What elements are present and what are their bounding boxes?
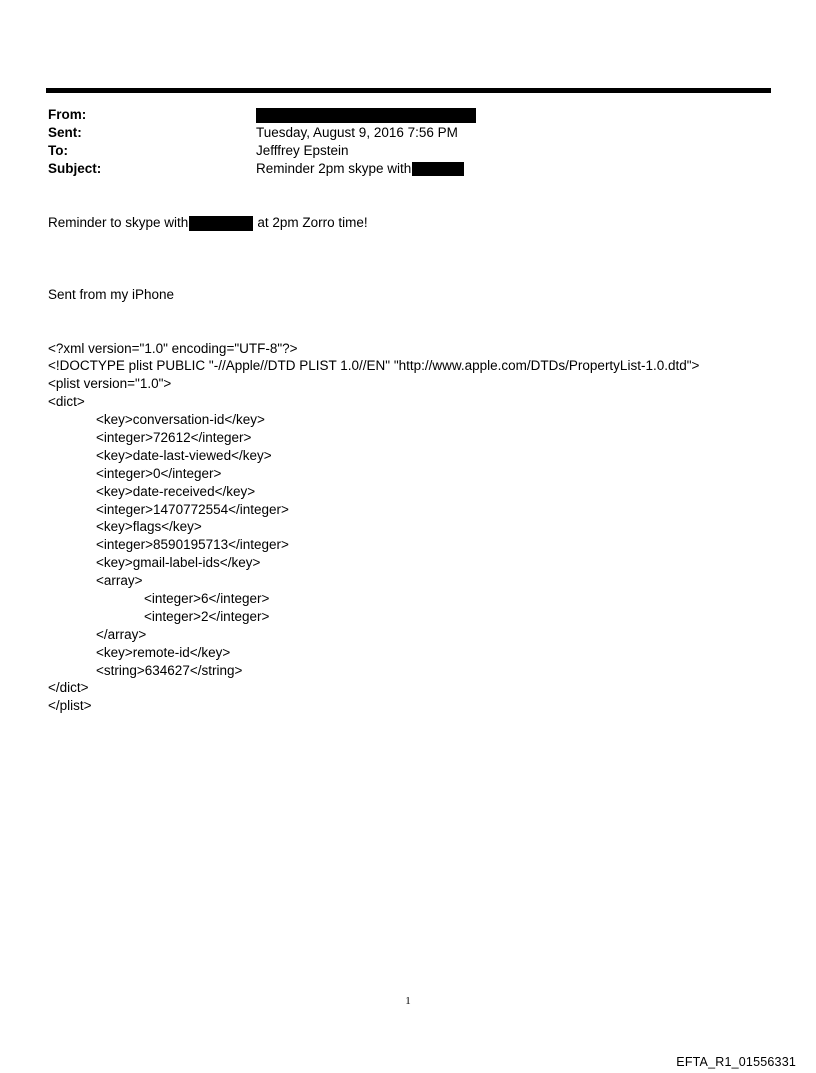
plist-line: <integer>8590195713</integer> <box>96 537 289 553</box>
plist-line: <array> <box>96 573 143 589</box>
header-divider <box>46 88 771 93</box>
plist-line: <integer>72612</integer> <box>96 429 252 445</box>
sent-value: Tuesday, August 9, 2016 7:56 PM <box>256 125 458 140</box>
plist-line: <key>gmail-label-ids</key> <box>96 555 261 571</box>
plist-line: <key>date-last-viewed</key> <box>96 447 272 463</box>
plist-line: <string>634627</string> <box>96 662 243 678</box>
plist-line: </dict> <box>48 680 89 696</box>
subject-label: Subject: <box>48 161 102 176</box>
plist-line: <dict> <box>48 394 85 410</box>
page-number: 1 <box>405 995 411 1007</box>
sent-from-signature: Sent from my iPhone <box>48 286 175 302</box>
plist-line: <integer>2</integer> <box>144 608 270 624</box>
sent-label: Sent: <box>48 125 82 140</box>
plist-line: <integer>1470772554</integer> <box>96 501 289 517</box>
subject-value-container <box>256 160 464 178</box>
plist-line: <key>date-received</key> <box>96 483 256 499</box>
plist-line: <integer>6</integer> <box>144 590 270 606</box>
reminder-prefix: Reminder to skype with <box>48 215 189 230</box>
reminder-line <box>48 214 368 232</box>
plist-line: </array> <box>96 626 147 642</box>
redaction-block <box>189 216 253 231</box>
reminder-suffix: at 2pm Zorro time! <box>257 215 368 230</box>
plist-line: <integer>0</integer> <box>96 465 222 481</box>
message-body <box>48 250 699 715</box>
from-value <box>256 106 476 124</box>
subject-value: Reminder 2pm skype with <box>256 161 412 176</box>
to-label: To: <box>48 143 68 158</box>
redaction-block <box>412 162 464 176</box>
plist-line: <?xml version="1.0" encoding="UTF-8"?> <box>48 340 298 356</box>
document-id: EFTA_R1_01556331 <box>676 1055 796 1069</box>
plist-line: <key>remote-id</key> <box>96 644 231 660</box>
from-label: From: <box>48 107 87 122</box>
redaction-block <box>256 108 476 123</box>
to-value: Jefffrey Epstein <box>256 143 349 158</box>
plist-line: <plist version="1.0"> <box>48 376 172 392</box>
plist-line: <key>flags</key> <box>96 519 202 535</box>
plist-line: <!DOCTYPE plist PUBLIC "-//Apple//DTD PLIST 1.0//EN" "http://www.apple.com/DTDs/PropertyList-1.0.dtd"> <box>48 358 700 374</box>
plist-line: <key>conversation-id</key> <box>96 412 265 428</box>
plist-line: </plist> <box>48 698 92 714</box>
